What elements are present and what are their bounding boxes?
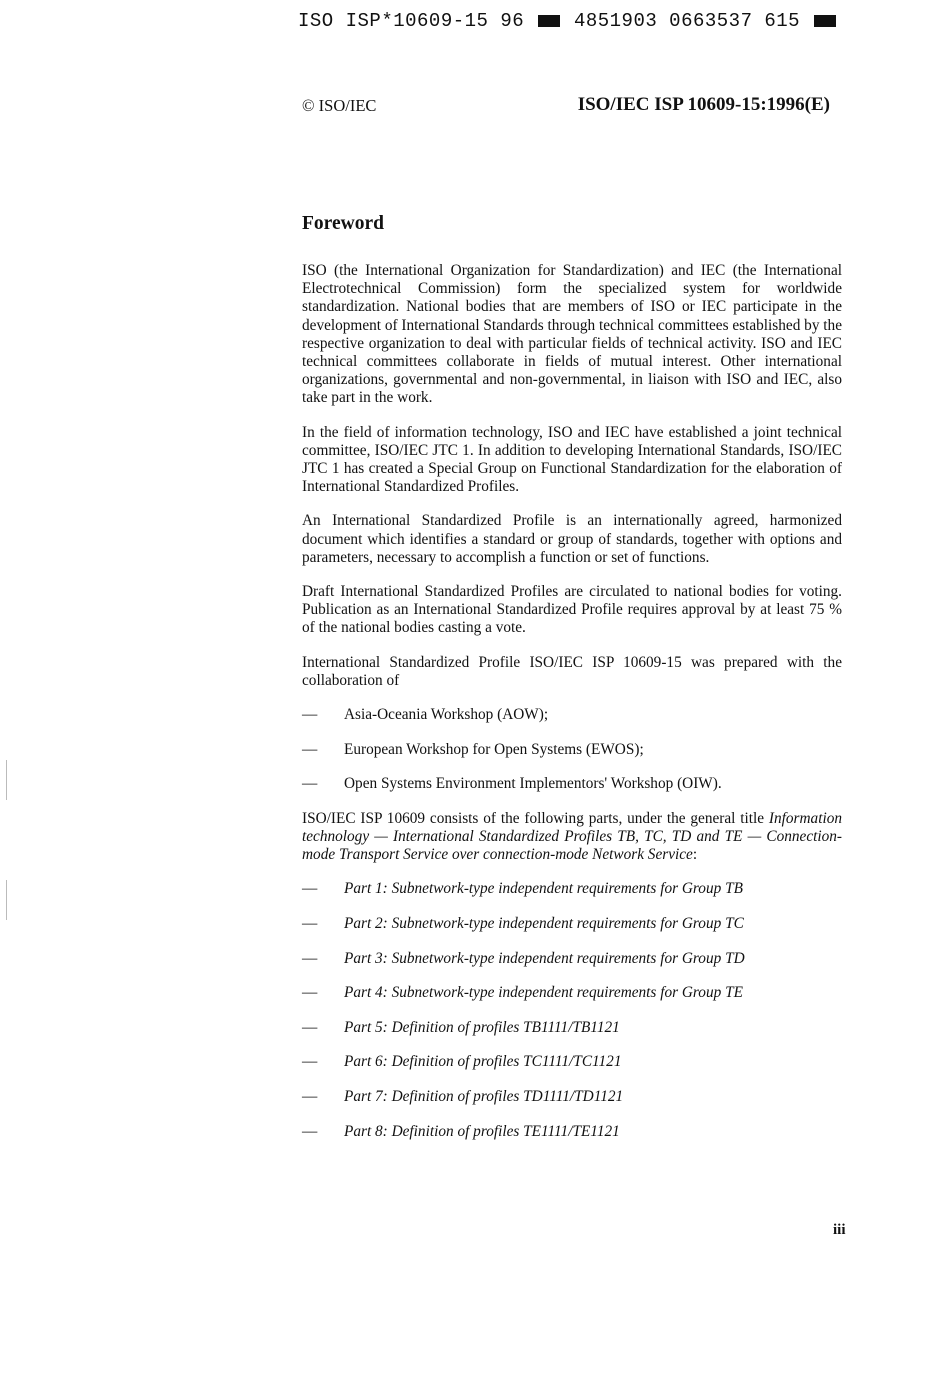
barcode-block-icon [538, 15, 560, 27]
paragraph: ISO (the International Organization for Standardization) and IEC (the International Electrotechnical Commission) form the specialized system for worldwide standardization. National bodies that are members of ISO or IEC participate in the development of International Standards through technical committees established by the respective organization to deal with particular fields of technical activity. ISO and IEC technical committees collaborate in fields of mutual interest. Other international organizations, governmental and non-governmental, in liaison with ISO and IEC, also take part in the work. [302, 262, 842, 407]
dash: — [302, 740, 318, 758]
list-item: — Part 7: Definition of profiles TD1111/TD1121 [302, 1088, 624, 1106]
scan-artifact [6, 760, 7, 800]
parts-intro: ISO/IEC ISP 10609 consists of the following parts, under the general title Information technology — International Standardized Profiles TB, TC, TD and TE — Connection-mode Transport Service over connection-mode Network Service: [302, 809, 842, 864]
paragraph: Draft International Standardized Profiles are circulated to national bodies for voting. Publication as an International Standardized Profile requires approval by at least 75 % of the national bodies casting a vote. [302, 583, 842, 637]
document-code-header [298, 10, 838, 32]
dash: — [302, 706, 318, 724]
barcode-block-icon [814, 15, 836, 27]
document-code-right: 4851903 0663537 615 [573, 10, 801, 32]
page-number: iii [833, 1222, 846, 1238]
list-item: — European Workshop for Open Systems (EWOS); [302, 740, 644, 758]
dash: — [302, 775, 318, 793]
list-item: — Part 3: Subnetwork-type independent requirements for Group TD [302, 949, 745, 967]
list-item: — Part 6: Definition of profiles TC1111/TC1121 [302, 1053, 622, 1071]
list-item: — Asia-Oceania Workshop (AOW); [302, 706, 549, 724]
page-title: Foreword [302, 213, 384, 234]
paragraph: In the field of information technology, ISO and IEC have established a joint technical committee, ISO/IEC JTC 1. In addition to developing International Standards, ISO/IEC JTC 1 has created a Special Group on Functional Standardization for the elaboration of International Standardized Profiles. [302, 423, 842, 496]
list-item: — Part 4: Subnetwork-type independent requirements for Group TE [302, 984, 743, 1002]
collaborator-list [302, 706, 842, 793]
parts-list [302, 880, 842, 1140]
foreword-body [302, 262, 842, 1157]
scan-artifact [6, 880, 7, 920]
general-title: Information technology — International Standardized Profiles TB, TC, TD and TE — Connection-mode Transport Service over connection-mode Network Service [302, 809, 842, 864]
document-code-left: ISO ISP*10609-15 96 [298, 10, 525, 32]
list-item: — Part 5: Definition of profiles TB1111/TB1121 [302, 1018, 620, 1036]
copyright-notice: © ISO/IEC [302, 96, 377, 115]
standard-identifier: ISO/IEC ISP 10609-15:1996(E) [577, 94, 830, 115]
list-item: — Part 2: Subnetwork-type independent requirements for Group TC [302, 915, 744, 933]
paragraph: International Standardized Profile ISO/IEC ISP 10609-15 was prepared with the collaboration of [302, 653, 842, 689]
list-item: — Part 1: Subnetwork-type independent requirements for Group TB [302, 880, 743, 898]
list-item: — Part 8: Definition of profiles TE1111/TE1121 [302, 1122, 620, 1140]
paragraph: An International Standardized Profile is an internationally agreed, harmonized document which identifies a standard or group of standards, together with options and parameters, necessary to accomplish a function or set of functions. [302, 512, 842, 566]
list-item: — Open Systems Environment Implementors' Workshop (OIW). [302, 775, 722, 793]
